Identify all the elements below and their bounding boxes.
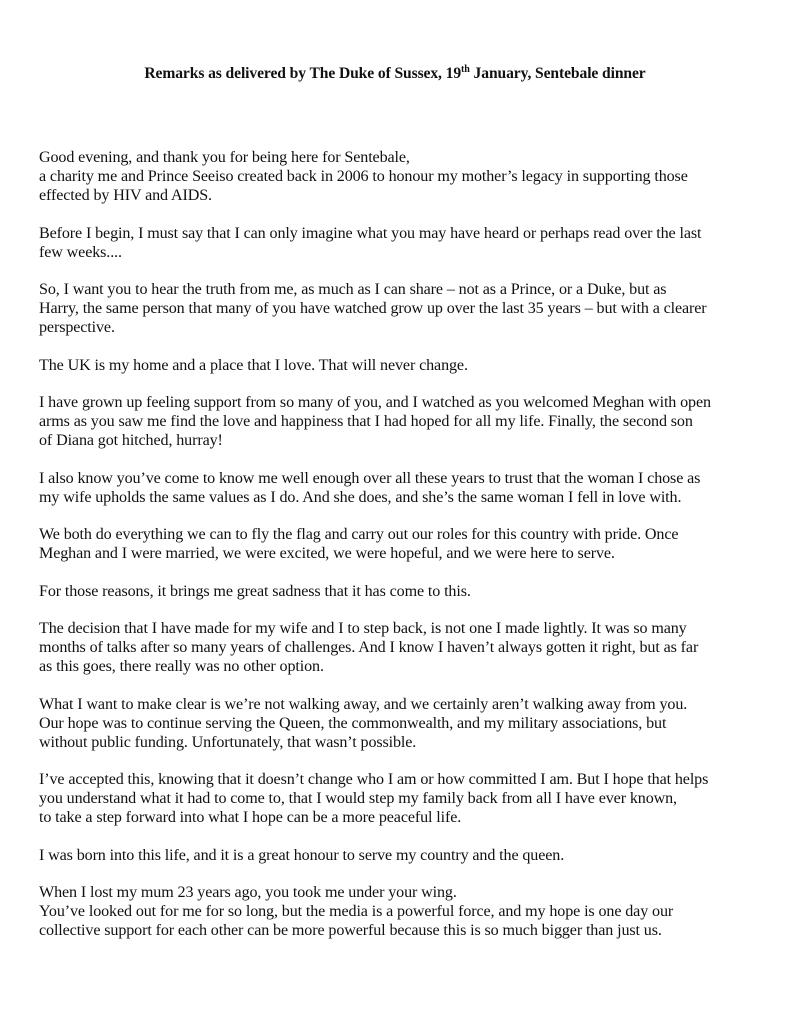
paragraph-line: effected by HIV and AIDS. <box>39 187 212 204</box>
paragraph-line: you understand what it had to come to, that I would step my family back from all I have ever known, <box>39 790 677 807</box>
paragraph-line: I was born into this life, and it is a great honour to serve my country and the queen. <box>39 846 565 864</box>
paragraph-line: For those reasons, it brings me great sadness that it has come to this. <box>39 582 471 600</box>
paragraph-line: What I want to make clear is we’re not walking away, and we certainly aren’t walking away from you. <box>39 695 688 713</box>
paragraph-line: I’ve accepted this, knowing that it doesn’t change who I am or how committed I am. But I hope that helps <box>39 771 709 788</box>
paragraph-line: So, I want you to hear the truth from me, as much as I can share – not as a Prince, or a Duke, but as <box>39 281 667 298</box>
paragraph <box>39 393 754 450</box>
paragraph-line: Harry, the same person that many of you have watched grow up over the last 35 years – but with a clearer <box>39 300 707 317</box>
paragraph-line: Our hope was to continue serving the Queen, the commonwealth, and my military associations, but <box>39 714 667 732</box>
title-text-suffix: January, Sentebale dinner <box>469 65 646 82</box>
title-superscript: th <box>461 63 470 75</box>
document-body <box>39 148 754 959</box>
paragraph-line: I have grown up feeling support from so many of you, and I watched as you welcomed Meghan with open <box>39 394 711 411</box>
paragraph <box>39 619 754 676</box>
paragraph-line: a charity me and Prince Seeiso created back in 2006 to honour my mother’s legacy in supporting those <box>39 168 688 185</box>
paragraph <box>39 883 754 940</box>
paragraph <box>39 224 754 262</box>
paragraph <box>39 148 754 205</box>
paragraph-line: Meghan and I were married, we were excited, we were hopeful, and we were here to serve. <box>39 545 615 562</box>
paragraph-line: to take a step forward into what I hope can be a more peaceful life. <box>39 809 462 826</box>
title-text: Remarks as delivered by The Duke of Sussex, 19 <box>144 65 462 82</box>
paragraph-line: Good evening, and thank you for being here for Sentebale, <box>39 149 410 166</box>
paragraph-line: When I lost my mum 23 years ago, you took me under your wing. <box>39 884 457 901</box>
paragraph-line: perspective. <box>39 319 115 336</box>
paragraph <box>39 582 754 601</box>
paragraph-line: as this goes, there really was no other option. <box>39 658 324 675</box>
paragraph-line: months of talks after so many years of challenges. And I know I haven’t always gotten it right, but as far <box>39 639 699 656</box>
paragraph <box>39 770 754 827</box>
paragraph-line: I also know you’ve come to know me well enough over all these years to trust that the woman I chose as <box>39 469 701 487</box>
paragraph <box>39 356 754 375</box>
paragraph-line: few weeks.... <box>39 243 122 261</box>
paragraph-line: We both do everything we can to fly the flag and carry out our roles for this country with pride. Once <box>39 526 679 543</box>
paragraph <box>39 846 754 865</box>
paragraph <box>39 695 754 752</box>
paragraph-line: You’ve looked out for me for so long, but the media is a powerful force, and my hope is one day our <box>39 903 674 920</box>
paragraph-line: Before I begin, I must say that I can only imagine what you may have heard or perhaps read over the last <box>39 224 702 242</box>
paragraph-line: my wife upholds the same values as I do. And she does, and she’s the same woman I fell in love with. <box>39 488 682 506</box>
paragraph-line: of Diana got hitched, hurray! <box>39 432 223 449</box>
paragraph-line: collective support for each other can be more powerful because this is so much bigger than just us. <box>39 922 662 939</box>
paragraph-line: without public funding. Unfortunately, that wasn’t possible. <box>39 733 417 751</box>
paragraph <box>39 525 754 563</box>
paragraph <box>39 280 754 337</box>
paragraph-line: The UK is my home and a place that I love. That will never change. <box>39 356 468 374</box>
paragraph-line: The decision that I have made for my wife and I to step back, is not one I made lightly. It was so many <box>39 620 687 637</box>
document-title <box>0 64 790 84</box>
paragraph-line: arms as you saw me find the love and happiness that I had hoped for all my life. Finally, the second son <box>39 413 693 430</box>
paragraph <box>39 469 754 507</box>
